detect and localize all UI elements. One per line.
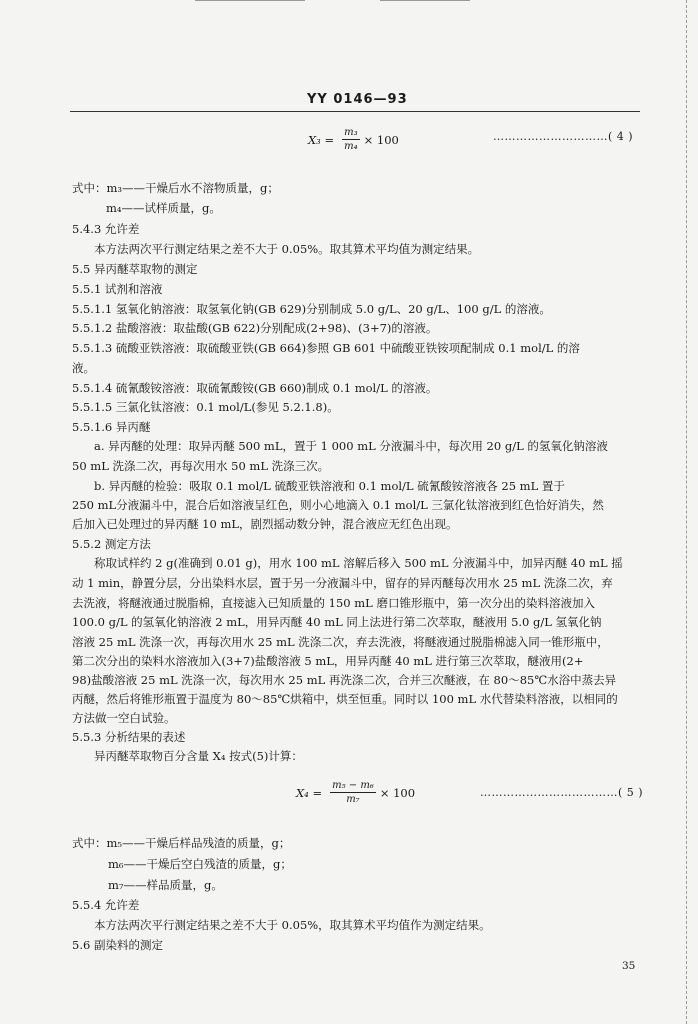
page-number: 35: [622, 960, 636, 972]
definition-line: 式中：m₅——干燥后样品残渣的质量，g；: [72, 836, 291, 850]
formula-lhs: X₃ =: [308, 132, 335, 147]
paragraph: 液。: [72, 361, 95, 375]
paragraph-line: 方法做一空白试验。: [72, 711, 176, 725]
paragraph: 本方法两次平行测定结果之差不大于 0.05%，取其算术平均值作为测定结果。: [94, 918, 491, 932]
section-heading: 5.5.1 试剂和溶液: [72, 282, 163, 296]
section-heading: 5.5.2 测定方法: [72, 537, 151, 551]
numerator: m₃: [344, 127, 358, 138]
section-heading: 5.4.3 允许差: [72, 222, 140, 236]
definition-line: m₇——样品质量，g。: [108, 878, 223, 892]
scan-edge: [686, 0, 690, 1024]
denominator: m₄: [344, 141, 358, 152]
formula-rhs: × 100: [379, 785, 416, 800]
header-rule: [70, 111, 640, 112]
equation-number: ………………………………( 5 ): [480, 786, 644, 799]
paragraph: 250 mL分液漏斗中，混合后如溶液呈红色，则小心地滴入 0.1 mol/L 三氯化钛溶液到红色恰好消失，然: [72, 498, 604, 512]
paragraph: 后加入已处理过的异丙醚 10 mL，剧烈摇动数分钟，混合液应无红色出现。: [72, 517, 458, 531]
paragraph: 50 mL 洗涤二次，再每次用水 50 mL 洗涤三次。: [72, 459, 330, 473]
section-heading: 5.6 副染料的测定: [72, 938, 163, 952]
paragraph: 5.5.1.2 盐酸溶液：取盐酸(GB 622)分别配成(2+98)、(3+7)的溶液。: [72, 321, 438, 335]
paragraph-line: 第二次分出的染料水溶液加入(3+7)盐酸溶液 5 mL，用异丙醚 40 mL 进行第三次萃取，醚液用(2+: [72, 654, 584, 668]
definition-line: 式中：m₃——干燥后水不溶物质量，g；: [72, 181, 279, 195]
scan-mark: [195, 0, 305, 1]
paragraph: b. 异丙醚的检验：吸取 0.1 mol/L 硫酸亚铁溶液和 0.1 mol/L 硫氰酸铵溶液各 25 mL 置于: [94, 479, 565, 493]
fraction: [342, 127, 360, 152]
formula-5: [296, 780, 415, 805]
section-heading: 5.5 异丙醚萃取物的测定: [72, 262, 198, 276]
fraction-bar: [342, 139, 360, 140]
paragraph-line: 动 1 min，静置分层，分出染料水层，置于另一分液漏斗中，留存的异丙醚每次用水 25 mL 洗涤二次，弃: [72, 576, 613, 590]
denominator: m₇: [346, 794, 360, 805]
numerator: m₅ − m₆: [332, 780, 374, 791]
section-heading: 5.5.4 允许差: [72, 898, 140, 912]
paragraph-line: 100.0 g/L 的氢氧化钠溶液 2 mL，用异丙醚 40 mL 同上法进行第二次萃取，醚液用 5.0 g/L 氢氧化钠: [72, 615, 602, 629]
fraction-bar: [330, 792, 376, 793]
paragraph: 本方法两次平行测定结果之差不大于 0.05%。取其算术平均值为测定结果。: [94, 242, 480, 256]
equation-number: …………………………( 4 ): [493, 130, 634, 143]
paragraph: 5.5.1.1 氢氧化钠溶液：取氢氧化钠(GB 629)分别制成 5.0 g/L、20 g/L、100 g/L 的溶液。: [72, 302, 551, 316]
scan-mark: [380, 0, 470, 1]
paragraph-line: 去洗液，将醚液通过脱脂棉，直接滤入已知质量的 150 mL 磨口锥形瓶中，第一次分出的染料溶液加入: [72, 596, 595, 610]
paragraph: 异丙醚萃取物百分含量 X₄ 按式(5)计算：: [94, 749, 303, 763]
formula-4: [308, 127, 399, 152]
paragraph: 5.5.1.5 三氯化钛溶液：0.1 mol/L(参见 5.2.1.8)。: [72, 400, 339, 414]
definition-line: m₄——试样质量，g。: [106, 201, 221, 215]
section-heading: 5.5.1.6 异丙醚: [72, 420, 151, 434]
doc-number: YY 0146—93: [307, 92, 408, 107]
paragraph-line: 丙醚，然后将锥形瓶置于温度为 80～85℃烘箱中，烘至恒重。同时以 100 mL 水代替染料溶液，以相同的: [72, 692, 618, 706]
paragraph-line: 称取试样约 2 g(准确到 0.01 g)，用水 100 mL 溶解后移入 500 mL 分液漏斗中，加异丙醚 40 mL 摇: [94, 556, 623, 570]
fraction: [330, 780, 376, 805]
section-heading: 5.5.3 分析结果的表述: [72, 730, 186, 744]
paragraph: 5.5.1.4 硫氰酸铵溶液：取硫氰酸铵(GB 660)制成 0.1 mol/L 的溶液。: [72, 381, 438, 395]
formula-rhs: × 100: [363, 132, 399, 147]
paragraph-line: 溶液 25 mL 洗涤一次，再每次用水 25 mL 洗涤二次，弃去洗液，将醚液通过脱脂棉滤入同一锥形瓶中，: [72, 635, 609, 649]
definition-line: m₆——干燥后空白残渣的质量，g；: [108, 857, 292, 871]
paragraph: 5.5.1.3 硫酸亚铁溶液：取硫酸亚铁(GB 664)参照 GB 601 中硫酸亚铁铵项配制成 0.1 mol/L 的溶: [72, 341, 580, 355]
paragraph-line: 98)盐酸溶液 25 mL 洗涤一次，每次用水 25 mL 再洗涤二次，合并三次醚液，在 80～85℃水浴中蒸去异: [72, 673, 617, 687]
paragraph: a. 异丙醚的处理：取异丙醚 500 mL，置于 1 000 mL 分液漏斗中，每次用 20 g/L 的氢氧化钠溶液: [94, 439, 608, 453]
formula-lhs: X₄ =: [296, 785, 323, 800]
